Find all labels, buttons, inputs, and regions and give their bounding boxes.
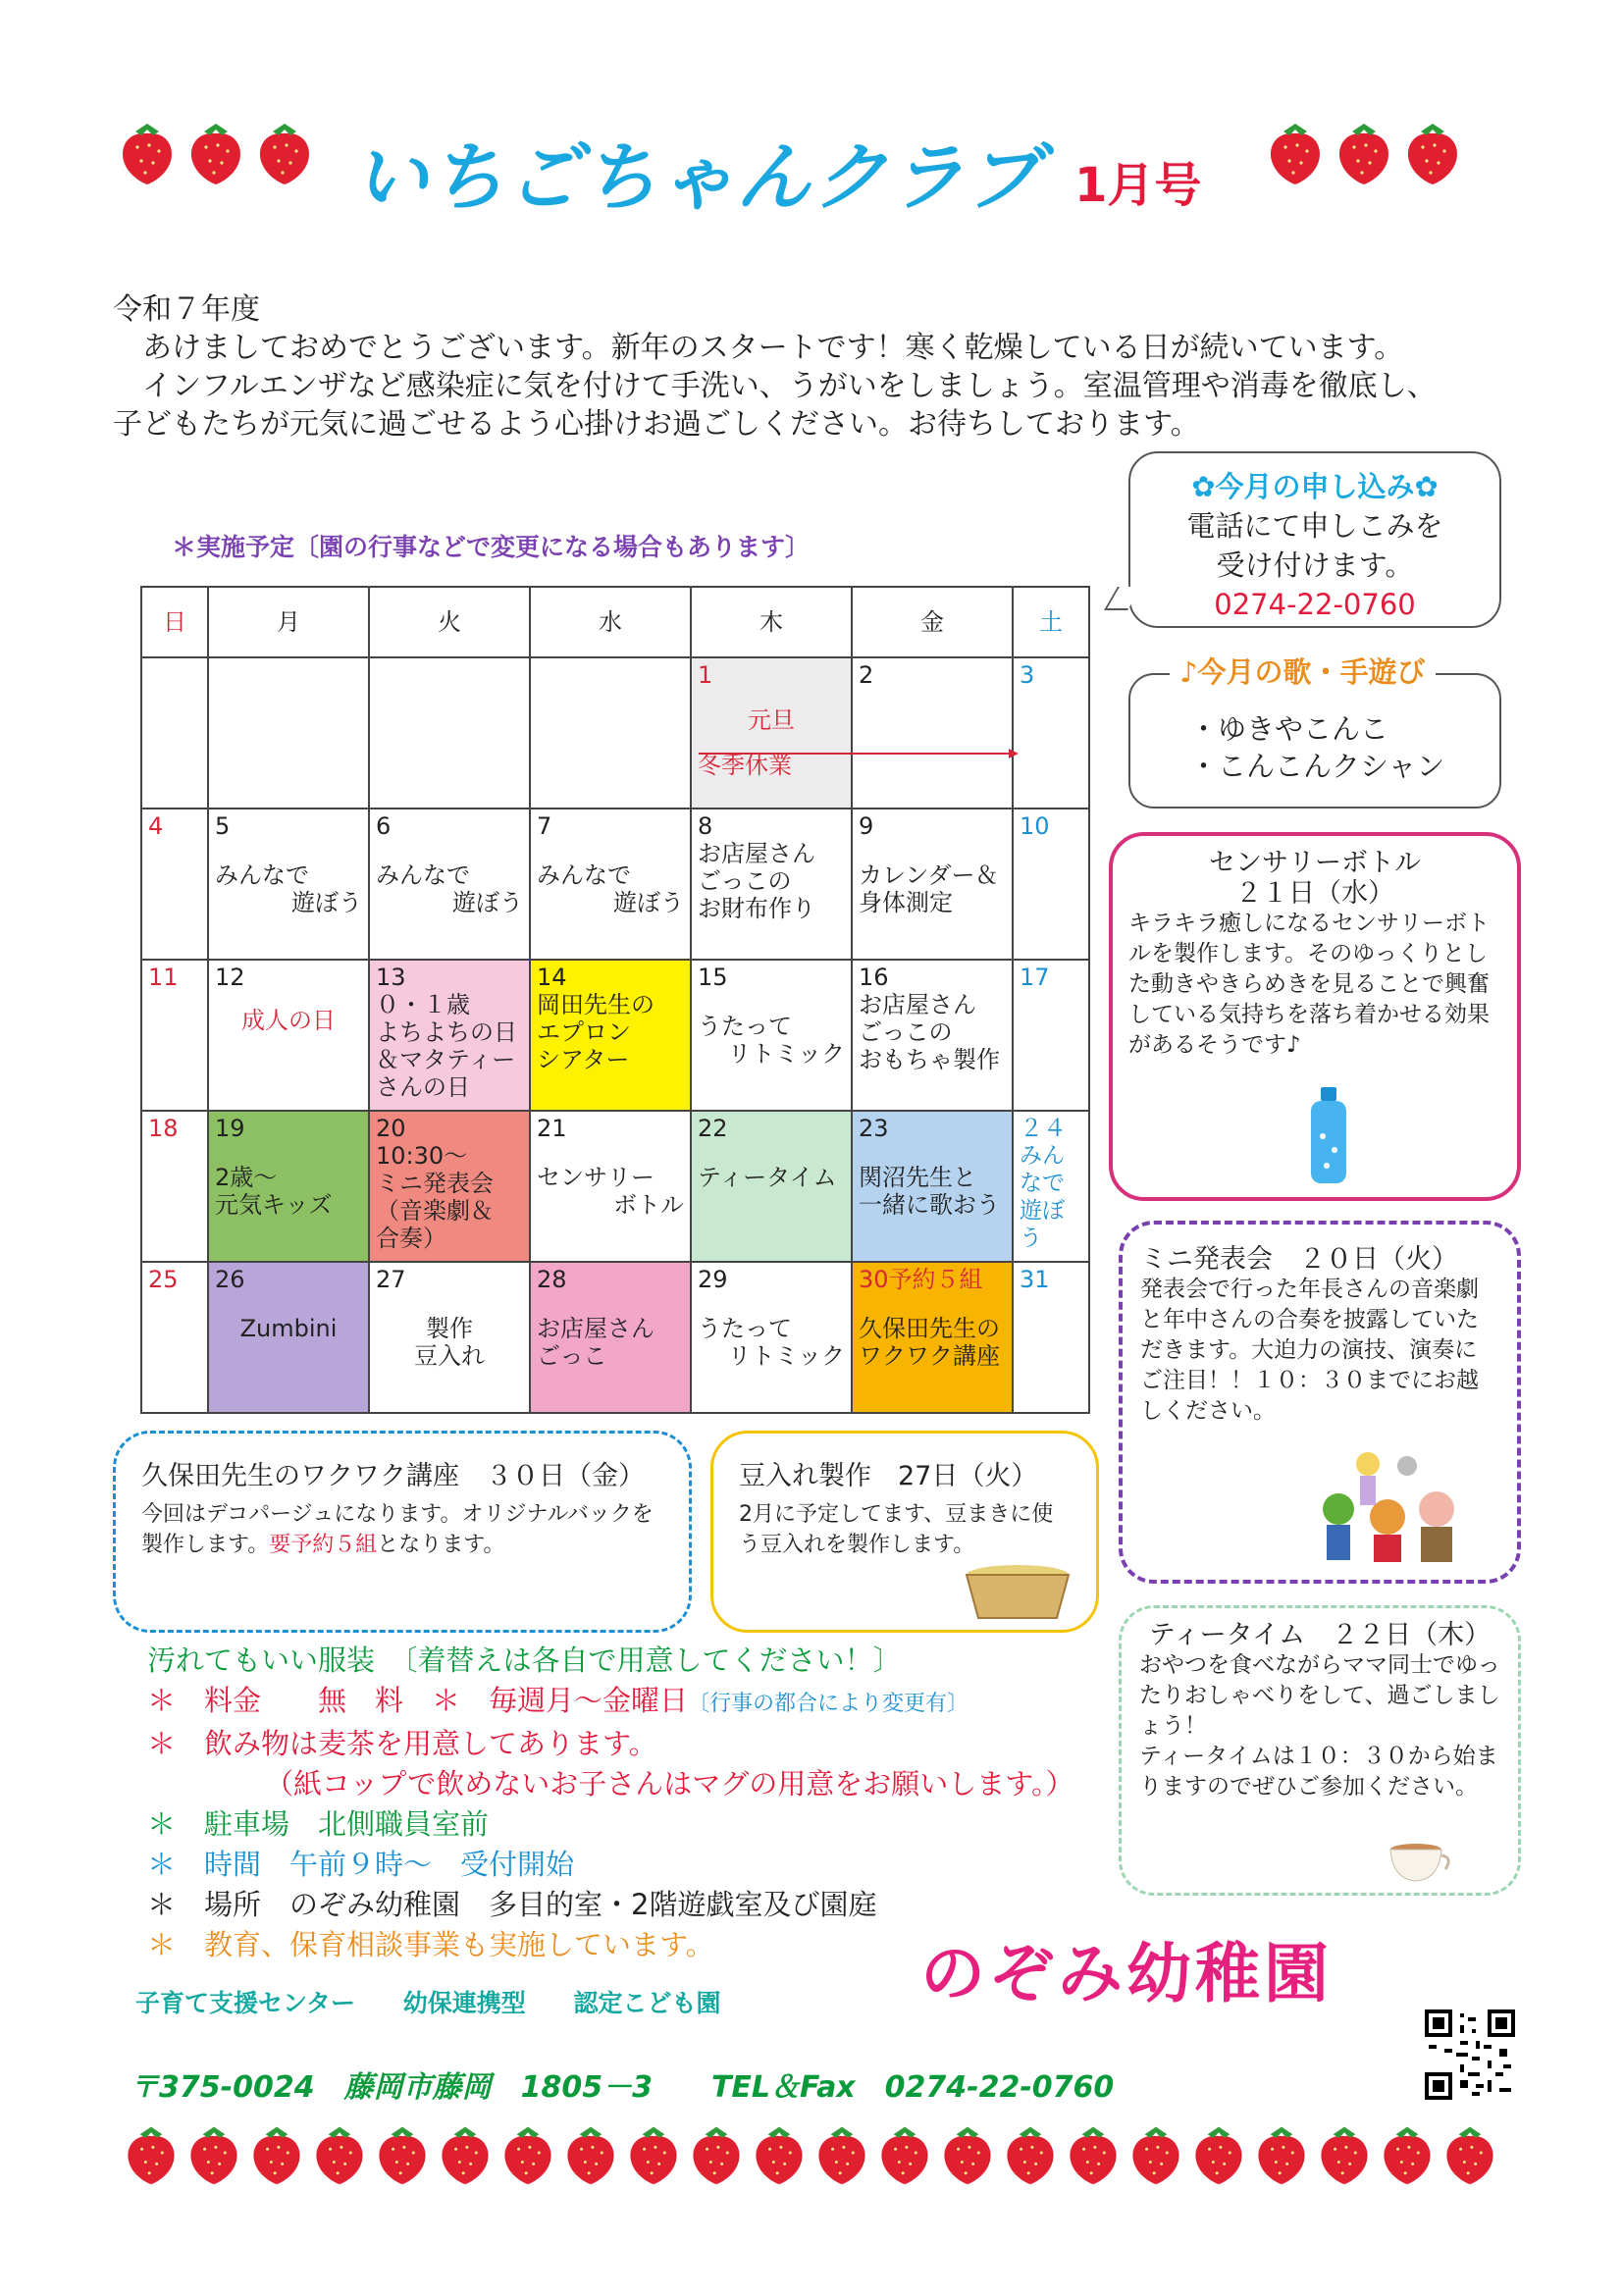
application-line-2: 受け付けます。 xyxy=(1216,548,1414,582)
day-event: お店屋さん ごっこの おもちゃ製作 xyxy=(859,991,1000,1073)
song-item: ・こんこんクシャン xyxy=(1189,750,1445,783)
mame-title: 豆入れ製作 27日（火） xyxy=(739,1461,1038,1491)
day-event: みん なで 遊ぼ う xyxy=(1020,1143,1065,1251)
strawberry-icon xyxy=(123,2121,180,2186)
calendar-day-cell xyxy=(852,1111,1013,1262)
note-drink: ＊ 飲み物は麦茶を用意してあります。 xyxy=(147,1727,657,1760)
calendar-day-cell xyxy=(1013,1262,1089,1413)
day-event: ０・１歳 よちよちの日 ＆マタティー さんの日 xyxy=(376,991,517,1101)
calendar-day-cell xyxy=(530,960,691,1111)
strawberry-icon xyxy=(813,2121,870,2186)
day-event: 岡田先生の エプロン シアター xyxy=(537,991,654,1073)
calendar-day-cell xyxy=(530,1262,691,1413)
mame-body: 2月に予定してます、豆まきに使う豆入れを製作します。 xyxy=(739,1502,1054,1557)
calendar-day-cell xyxy=(691,657,852,809)
calendar-day-cell xyxy=(369,1262,530,1413)
day-event: みんなで 遊ぼう xyxy=(376,861,523,916)
sensory-date: ２１日（水） xyxy=(1235,878,1394,909)
strawberry-icon xyxy=(437,2121,494,2186)
day-event: お店屋さん ごっこ xyxy=(537,1315,654,1370)
day-number: 2 xyxy=(859,661,874,689)
tea-body-2: ティータイムは１０：３０から始まりますのでぜひご参加ください。 xyxy=(1139,1744,1498,1800)
strawberry-icon xyxy=(118,118,179,188)
day-event: カレンダー＆ 身体測定 xyxy=(859,861,999,916)
calendar-week-row xyxy=(141,1111,1089,1262)
strawberry-icon xyxy=(311,2121,368,2186)
note-place: ＊ 場所 のぞみ幼稚園 多目的室・2階遊戯室及び園庭 xyxy=(147,1888,877,1921)
kubota-body-wrap xyxy=(141,1499,663,1560)
day-number: 25 xyxy=(148,1266,179,1293)
calendar-day-cell xyxy=(530,809,691,960)
calendar-day-cell xyxy=(852,809,1013,960)
tea-time-box xyxy=(1119,1605,1521,1896)
day-event: 10:30～ ミニ発表会 （音楽劇＆ 合奏） xyxy=(376,1142,494,1252)
day-event: ティータイム xyxy=(698,1164,837,1191)
day-number: 9 xyxy=(859,812,874,840)
intro-line-1: あけましておめでとうございます。新年のスタートです！寒く乾燥している日が続いています。 xyxy=(142,331,1404,365)
day-number: 1 xyxy=(698,661,713,689)
application-line-1: 電話にて申しこみを xyxy=(1186,509,1443,543)
day-number: 14 xyxy=(537,964,567,991)
strawberry-icon xyxy=(1065,2121,1122,2186)
day-number: 8 xyxy=(698,812,713,840)
day-number: 4 xyxy=(148,812,164,840)
tag-type: 幼保連携型 xyxy=(402,1989,526,2017)
issue-label: 1月号 xyxy=(1074,158,1202,213)
strawberry-icon xyxy=(1002,2121,1059,2186)
day-event: Zumbini xyxy=(239,1315,338,1342)
strawberry-icon xyxy=(374,2121,431,2186)
day-number: 18 xyxy=(148,1115,179,1142)
calendar-day-cell xyxy=(208,960,369,1111)
strawberry-icon xyxy=(562,2121,619,2186)
weekday-header: 土 xyxy=(1013,587,1089,657)
calendar-week-row xyxy=(141,657,1089,809)
day-event: みんなで 遊ぼう xyxy=(537,861,684,916)
calendar-day-cell xyxy=(208,809,369,960)
strawberry-border xyxy=(123,2121,1498,2186)
calendar-day-cell xyxy=(1013,809,1089,960)
day-event: 製作 豆入れ xyxy=(414,1315,485,1370)
calendar-day-cell xyxy=(852,960,1013,1111)
kindergarten-name: のぞみ幼稚園 xyxy=(920,1936,1333,2011)
day-number: 13 xyxy=(376,964,406,991)
day-event: 2歳～ 元気キッズ xyxy=(215,1164,333,1219)
strawberry-icon xyxy=(1316,2121,1373,2186)
winter-break-arrow xyxy=(697,746,1021,761)
tag-support-center: 子育て支援センター xyxy=(135,1989,356,2017)
day-number: 22 xyxy=(698,1115,728,1142)
weekday-header: 日 xyxy=(141,587,208,657)
day-number: 23 xyxy=(859,1115,889,1142)
day-event: 成人の日 xyxy=(241,1007,336,1034)
qr-code-icon[interactable] xyxy=(1425,2009,1515,2100)
fiscal-year: 令和７年度 xyxy=(113,292,260,327)
strawberry-icon xyxy=(1441,2121,1498,2186)
strawberries-right xyxy=(1266,118,1464,188)
calendar-day-cell xyxy=(369,1111,530,1262)
calendar-day-cell xyxy=(369,809,530,960)
song-list xyxy=(1189,710,1499,785)
calendar-day-cell xyxy=(141,1111,208,1262)
mini-recital-box xyxy=(1119,1221,1521,1584)
day-number: 29 xyxy=(698,1266,728,1293)
day-number: 5 xyxy=(215,812,231,840)
note-time: ＊ 時間 午前９時～ 受付開始 xyxy=(147,1848,575,1881)
sensory-title: センサリーボトル xyxy=(1209,848,1421,878)
day-event: みんなで 遊ぼう xyxy=(215,861,362,916)
kubota-body: 今回はデコパージュになります。オリジナルバックを製作します。 xyxy=(141,1502,654,1557)
day-number: 7 xyxy=(537,812,552,840)
strawberry-icon xyxy=(1335,118,1395,188)
calendar-week-row xyxy=(141,1262,1089,1413)
application-phone[interactable]: 0274-22-0760 xyxy=(1214,588,1416,621)
note-fee-change: 〔行事の都合により変更有〕 xyxy=(688,1692,969,1716)
calendar-day-cell xyxy=(691,960,852,1111)
application-box xyxy=(1128,451,1501,628)
strawberry-icon xyxy=(499,2121,556,2186)
org-tags xyxy=(135,1984,720,2019)
day-number: 16 xyxy=(859,964,889,991)
intro-line-2: インフルエンザなど感染症に気を付けて手洗い、うがいをしましょう。室温管理や消毒を徹底し、 xyxy=(142,369,1437,403)
weekday-header: 月 xyxy=(208,587,369,657)
strawberry-icon xyxy=(1190,2121,1247,2186)
sensory-bottle-box xyxy=(1109,832,1521,1201)
calendar-day-cell xyxy=(1013,1111,1089,1262)
calendar-day-cell xyxy=(141,809,208,960)
song-box xyxy=(1128,655,1501,809)
mini-title: ミニ発表会 ２０日（火） xyxy=(1140,1244,1458,1275)
day-event: 元旦 冬季休業 xyxy=(698,706,795,779)
day-number: 30予約５組 xyxy=(859,1266,983,1293)
teacup-icon xyxy=(1387,1840,1455,1889)
kubota-tail: となります。 xyxy=(377,1533,505,1557)
weekday-header: 金 xyxy=(852,587,1013,657)
day-number: 21 xyxy=(537,1115,567,1142)
calendar-header-row xyxy=(141,587,1089,657)
day-event: お店屋さん ごっこの お財布作り xyxy=(698,840,815,922)
strawberry-icon xyxy=(1379,2121,1436,2186)
calendar-table xyxy=(140,586,1090,1414)
tea-body: おやつを食べながらママ同士でゆったりおしゃべりをして、過ごしましょう！ xyxy=(1139,1652,1500,1739)
calendar-day-cell xyxy=(852,657,1013,809)
day-number: 12 xyxy=(215,964,245,991)
note-parking: ＊ 駐車場 北側職員室前 xyxy=(147,1807,490,1841)
calendar-day-cell xyxy=(208,1111,369,1262)
intro-text xyxy=(113,290,1545,444)
day-event: 関沼先生と 一緒に歌おう xyxy=(859,1164,1000,1219)
day-number: 3 xyxy=(1020,661,1035,689)
calendar-day-cell xyxy=(1013,657,1089,809)
strawberry-icon xyxy=(255,118,316,188)
calendar-day-cell xyxy=(369,657,530,809)
strawberries-left xyxy=(118,118,316,188)
strawberry-icon xyxy=(876,2121,933,2186)
weekday-header: 火 xyxy=(369,587,530,657)
day-event: センサリー ボトル xyxy=(537,1164,684,1219)
calendar-day-cell xyxy=(691,1111,852,1262)
calendar-day-cell xyxy=(852,1262,1013,1413)
address-line: 〒375-0024 藤岡市藤岡 1805－3 TEL＆Fax 0274-22-0760 xyxy=(130,2070,1115,2105)
day-number: 6 xyxy=(376,812,392,840)
strawberry-icon xyxy=(1266,118,1327,188)
day-number: 19 xyxy=(215,1115,245,1142)
day-number: 10 xyxy=(1020,812,1050,840)
intro-line-3: 子どもたちが元気に過ごせるよう心掛けお過ごしください。お待ちしております。 xyxy=(113,407,1200,442)
song-item: ・ゆきやこんこ xyxy=(1189,712,1389,746)
characters-illustration-icon xyxy=(1299,1440,1486,1568)
calendar-day-cell xyxy=(141,657,208,809)
application-heading: ✿今月の申し込み✿ xyxy=(1191,470,1439,503)
day-number: 28 xyxy=(537,1266,567,1293)
strawberry-icon xyxy=(1253,2121,1310,2186)
strawberry-icon xyxy=(688,2121,745,2186)
info-notes xyxy=(147,1641,1089,1965)
strawberry-icon xyxy=(625,2121,682,2186)
calendar-day-cell xyxy=(691,809,852,960)
day-number: 31 xyxy=(1020,1266,1050,1293)
schedule-label: ＊実施予定〔園の行事などで変更になる場合もあります〕 xyxy=(172,533,811,561)
calendar-day-cell xyxy=(208,657,369,809)
day-number: 17 xyxy=(1020,964,1050,991)
strawberry-icon xyxy=(248,2121,305,2186)
day-number: 26 xyxy=(215,1266,245,1293)
calendar-day-cell xyxy=(141,1262,208,1413)
kubota-title: 久保田先生のワクワク講座 ３０日（金） xyxy=(141,1461,645,1491)
bottle-icon xyxy=(1299,1087,1358,1185)
day-event: うたって リトミック xyxy=(698,1013,845,1068)
newsletter-title: いちごちゃんクラブ xyxy=(353,133,1042,221)
calendar-day-cell xyxy=(530,657,691,809)
kubota-reservation: 要予約５組 xyxy=(269,1533,378,1557)
calendar-week-row xyxy=(141,960,1089,1111)
bean-box-craft-box xyxy=(710,1431,1099,1633)
kubota-workshop-box xyxy=(113,1431,692,1633)
weekday-header: 木 xyxy=(691,587,852,657)
strawberry-icon xyxy=(1127,2121,1184,2186)
tag-certified: 認定こども園 xyxy=(573,1989,721,2017)
note-consult: ＊ 教育、保育相談事業も実施しています。 xyxy=(147,1928,714,1961)
calendar-day-cell xyxy=(369,960,530,1111)
strawberry-icon xyxy=(939,2121,996,2186)
note-fee-line xyxy=(147,1681,1089,1724)
song-heading: ♪今月の歌・手遊び xyxy=(1170,653,1436,691)
note-clothes: 汚れてもいい服装 〔着替えは各自で用意してください！〕 xyxy=(147,1644,902,1677)
day-number: 15 xyxy=(698,964,728,991)
tea-title: ティータイム ２２日（木） xyxy=(1148,1620,1492,1650)
mini-body: 発表会で行った年長さんの音楽劇と年中さんの合奏を披露していただきます。大迫力の演技、演奏にご注目！！１０：３０までにお越しください。 xyxy=(1140,1277,1479,1424)
calendar-day-cell xyxy=(530,1111,691,1262)
strawberry-icon xyxy=(751,2121,808,2186)
note-drink-2: （紙コップで飲めないお子さんはマグの用意をお願いします。） xyxy=(265,1767,1074,1800)
strawberry-icon xyxy=(186,118,247,188)
calendar-day-cell xyxy=(208,1262,369,1413)
day-event: うたって リトミック xyxy=(698,1315,845,1370)
note-fee: ＊ 料金 無 料 ＊ 毎週月～金曜日 xyxy=(147,1684,689,1717)
calendar-week-row xyxy=(141,809,1089,960)
bean-box-icon xyxy=(959,1561,1076,1624)
strawberry-icon xyxy=(1403,118,1464,188)
sensory-body: キラキラ癒しになるセンサリーボトルを製作します。そのゆっくりとした動きやきらめきを見ることで興奮している気持ちを落ち着かせる効果があるそうです♪ xyxy=(1128,911,1490,1058)
calendar-day-cell xyxy=(691,1262,852,1413)
calendar-day-cell xyxy=(141,960,208,1111)
day-event: 久保田先生の ワクワク講座 xyxy=(859,1315,1000,1370)
day-number: ２４ xyxy=(1020,1115,1067,1142)
calendar-day-cell xyxy=(1013,960,1089,1111)
strawberry-icon xyxy=(185,2121,242,2186)
weekday-header: 水 xyxy=(530,587,691,657)
day-number: 11 xyxy=(148,964,179,991)
day-number: 20 xyxy=(376,1115,406,1142)
day-number: 27 xyxy=(376,1266,406,1293)
